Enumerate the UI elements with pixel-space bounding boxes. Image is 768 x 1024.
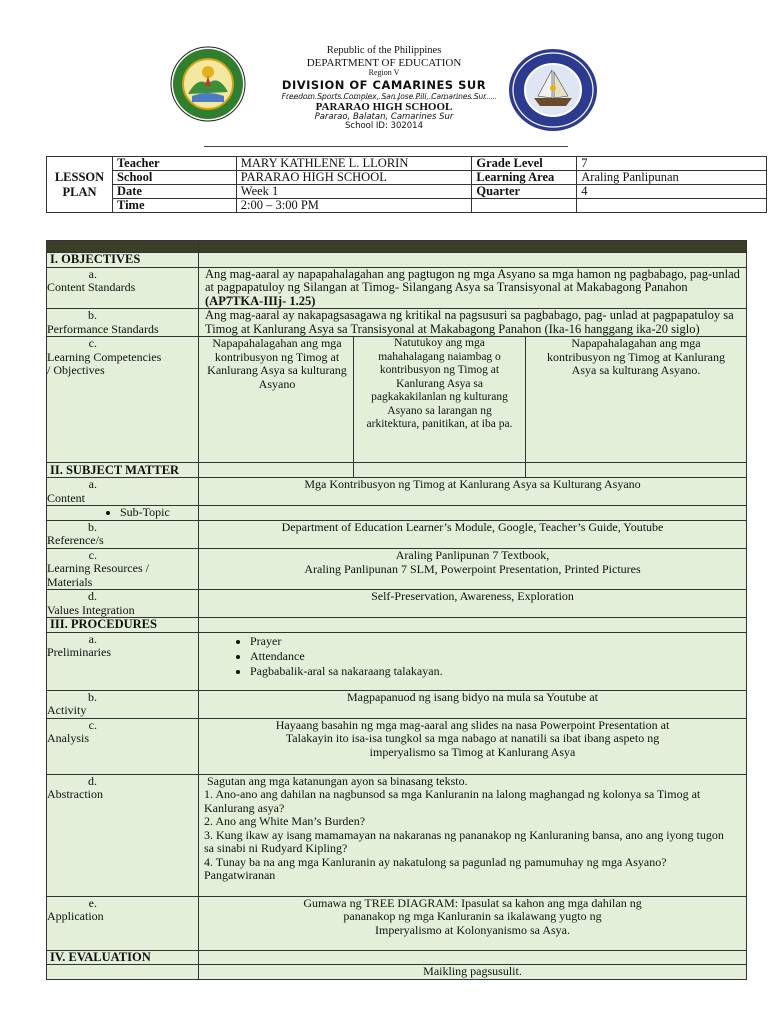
application-value: Gumawa ng TREE DIAGRAM: Ipasulat sa kahon ang mga dahilan ng pananakop ng mga Kanluranin sa ikalawang yugto ng Imperyalismo at Kolonyanismo sa Asya. — [199, 896, 747, 950]
subject-matter-row — [47, 463, 747, 478]
objectives-row — [47, 253, 747, 268]
competency-3: Napapahalagahan ang mga kontribusyon ng Timog at Kanlurang Asya sa kulturang Asyano. — [526, 337, 747, 463]
school-address: Pararao, Balatan, Camarines Sur — [314, 112, 454, 123]
grade-value: 7 — [577, 157, 767, 171]
references-value: Department of Education Learner’s Module, Google, Teacher’s Guide, Youtube — [199, 520, 747, 548]
competencies-label: Learning Competencies / Objectives — [47, 349, 162, 377]
school-id: School ID: 302014 — [345, 121, 423, 132]
division-line: DIVISION OF CAMARINES SUR — [281, 78, 487, 93]
grade-label: Grade Level — [472, 157, 577, 171]
activity-row: b.Activity Magpapanuod ng isang bidyo na mula sa Youtube at — [47, 690, 747, 718]
analysis-label: Analysis — [47, 731, 89, 745]
application-row: e.Application Gumawa ng TREE DIAGRAM: Ipasulat sa kahon ang mga dahilan ng pananakop ng mga Kanluranin sa ikalawang yugto ng Imperyalismo at Kolonyanismo sa Asya. — [47, 896, 747, 950]
date-value: Week 1 — [236, 185, 472, 199]
lesson-plan-table — [46, 240, 747, 980]
list-item: • Pagbabalik-aral sa nakaraang talakayan. — [250, 664, 743, 679]
evaluation-title: IV. EVALUATION — [47, 950, 199, 965]
performance-standards-text: Ang mag-aaral ay nakapagsasagawa ng kritikal na pagsusuri sa pagbabago, pag- unlad at pagpapatuloy sa Timog at Kanlurang Asya sa Transisyonal at Makabagong Panahon (Ika-16 hanggang ika-20 siglo) — [199, 309, 747, 337]
analysis-row: c.Analysis Hayaang basahin ng mga mag-aaral ang slides na nasa Powerpoint Presentation at Talakayin ito isa-isa tungkol sa mga nabago at nanatili sa ibat ibang aspeto ng imperyalismo sa Timog at Kanlurang Asya — [47, 718, 747, 774]
time-label: Time — [112, 199, 236, 213]
quarter-label: Quarter — [472, 185, 577, 199]
preliminaries-list — [199, 632, 747, 690]
division-address: Freedom Sports Complex, San Jose Pili, Camarines Sur — [281, 92, 487, 102]
school-label: School — [112, 171, 236, 185]
letterhead — [0, 45, 768, 101]
values-label: Values Integration — [47, 602, 135, 617]
school-value: PARARAO HIGH SCHOOL — [236, 171, 472, 185]
abstraction-label: Abstraction — [47, 787, 103, 801]
table-header-bar — [47, 241, 747, 253]
preliminaries-label: Preliminaries — [47, 645, 111, 659]
lesson-plan-label: LESSON PLAN — [47, 157, 113, 213]
references-label: Reference/s — [47, 533, 104, 547]
area-value: Araling Panlipunan — [577, 171, 767, 185]
preliminaries-row: a.Preliminaries • Prayer • Attendance • Pagbabalik-aral sa nakaraang talakayan. — [47, 632, 747, 690]
competency-2: Natutukoy ang mga mahahalagang naiambag o kontribusyon ng Timog at Kanlurang Asya sa pagkakakilanlan ng kulturang Asyano sa larangan ng arkitektura, panitikan, at iba pa. — [354, 337, 526, 463]
subject-matter-title: II. SUBJECT MATTER — [47, 463, 199, 478]
content-value: Mga Kontribusyon ng Timog at Kanlurang Asya sa Kulturang Asyano — [199, 478, 747, 506]
abstraction-value: Sagutan ang mga katanungan ayon sa binasang teksto. 1. Ano-ano ang dahilan na nagbunsod sa mga Kanluranin na lalong maghangad ng kolonya sa Timog at Kanlurang asya? 2. Ano ang White Man’s Burden? 3. Kung ikaw ay isang mamamayan na nakaranas ng pananakop ng Kanluraning bansa, ano ang iyong tugon sa sinabi ni Rudyard Kipling? 4. Tunay ba na ang mga Kanluranin ay nakatulong sa pagunlad ng pamumuhay ng mga Asyano? Pangatwiranan — [199, 774, 747, 896]
school-block — [0, 101, 768, 132]
evaluation-value: Maikling pagsusulit. — [199, 965, 747, 980]
references-row: b.Reference/s Department of Education Learner’s Module, Google, Teacher’s Guide, Youtube — [47, 520, 747, 548]
teacher-value: MARY KATHLENE L. LLORIN — [236, 157, 472, 171]
area-label: Learning Area — [472, 171, 577, 185]
procedures-title: III. PROCEDURES — [47, 618, 199, 633]
resources-value: Araling Panlipunan 7 Textbook, Araling Panlipunan 7 SLM, Powerpoint Presentation, Printed Pictures — [199, 548, 747, 590]
evaluation-row — [47, 950, 747, 965]
teacher-label: Teacher — [112, 157, 236, 171]
content-standards-text: Ang mag-aaral ay napapahalagahan ang pagtugon ng mga Asyano sa mga hamon ng pagbabago, pag-unlad at pagpapatuloy ng Silangan at Timog- Silangang Asya sa Transisyonal at Makabagong Panahon (AP7TKA-IIIj- 1.25) — [199, 267, 747, 309]
header-rule — [204, 146, 568, 147]
resources-row: c.Learning Resources / Materials Araling Panlipunan 7 Textbook, Araling Panlipunan 7 SLM, Powerpoint Presentation, Printed Pictures — [47, 548, 747, 590]
content-standards-label: Content Standards — [47, 280, 136, 294]
region-line: Region V — [368, 67, 400, 77]
activity-value: Magpapanuod ng isang bidyo na mula sa Youtube at — [199, 690, 747, 718]
time-value: 2:00 – 3:00 PM — [236, 199, 472, 213]
list-item: • Attendance — [250, 649, 743, 664]
content-label: Content — [47, 490, 85, 505]
evaluation-content-row — [47, 965, 747, 980]
quarter-value: 4 — [577, 185, 767, 199]
activity-label: Activity — [47, 703, 87, 717]
subtopic-label: • Sub-Topic — [120, 506, 195, 520]
list-item: • Prayer — [250, 634, 743, 649]
school-name: PARARAO HIGH SCHOOL — [315, 101, 453, 113]
competency-1: Napapahalagahan ang mga kontribusyon ng Timog at Kanlurang Asya sa kulturang Asyano — [199, 337, 354, 463]
values-row: d.Values Integration Self-Preservation, Awareness, Exploration — [47, 590, 747, 618]
republic-line: Republic of the Philippines — [326, 45, 442, 56]
procedures-row — [47, 618, 747, 633]
content-standards-row: a.Content Standards Ang mag-aaral ay napapahalagahan ang pagtugon ng mga Asyano sa mga hamon ng pagbabago, pag-unlad at pagpapatuloy ng Silangan at Timog- Silangang Asya sa Transisyonal at Makabagong Panahon (AP7TKA-IIIj- 1.25) — [47, 267, 747, 309]
analysis-value: Hayaang basahin ng mga mag-aaral ang slides na nasa Powerpoint Presentation at Talakayin ito isa-isa tungkol sa mga nabago at nanatili sa ibat ibang aspeto ng imperyalismo sa Timog at Kanlurang Asya — [199, 718, 747, 774]
objectives-title: I. OBJECTIVES — [47, 253, 199, 268]
performance-standards-label: Performance Standards — [47, 321, 159, 336]
content-row: a.Content Mga Kontribusyon ng Timog at Kanlurang Asya sa Kulturang Asyano — [47, 478, 747, 506]
date-label: Date — [112, 185, 236, 199]
competencies-row: c.Learning Competencies / Objectives Napapahalagahan ang mga kontribusyon ng Timog at Kanlurang Asya sa kulturang Asyano Natutukoy ang mga mahahalagang naiambag o kontribusyon ng Timog at Kanlurang Asya sa pagkakakilanlan ng kulturang Asyano sa larangan ng arkitektura, panitikan, at iba pa. Napapahalagahan ang mga kontribusyon ng Timog at Kanlurang Asya sa kulturang Asyano. — [47, 337, 747, 463]
competency-code: (AP7TKA-IIIj- 1.25) — [205, 293, 316, 308]
performance-standards-row: b.Performance Standards Ang mag-aaral ay nakapagsasagawa ng kritikal na pagsusuri sa pagbabago, pag- unlad at pagpapatuloy sa Timog at Kanlurang Asya sa Transisyonal at Makabagong Panahon (Ika-16 hanggang ika-20 siglo) — [47, 309, 747, 337]
header-divider — [286, 98, 496, 99]
application-label: Application — [47, 909, 104, 923]
lesson-info-table — [46, 156, 767, 213]
deped-line: DEPARTMENT OF EDUCATION — [306, 56, 462, 69]
subtopic-row — [47, 506, 747, 521]
abstraction-row: d.Abstraction Sagutan ang mga katanungan ayon sa binasang teksto. 1. Ano-ano ang dahilan na nagbunsod sa mga Kanluranin na lalong maghangad ng kolonya sa Timog at Kanlurang asya? 2. Ano ang White Man’s Burden? 3. Kung ikaw ay isang mamamayan na nakaranas ng pananakop ng Kanluraning bansa, ano ang iyong tugon sa sinabi ni Rudyard Kipling? 4. Tunay ba na ang mga Kanluranin ay nakatulong sa pagunlad ng pamumuhay ng mga Asyano? Pangatwiranan — [47, 774, 747, 896]
resources-label: Learning Resources / Materials — [47, 561, 149, 589]
values-value: Self-Preservation, Awareness, Exploration — [199, 590, 747, 618]
